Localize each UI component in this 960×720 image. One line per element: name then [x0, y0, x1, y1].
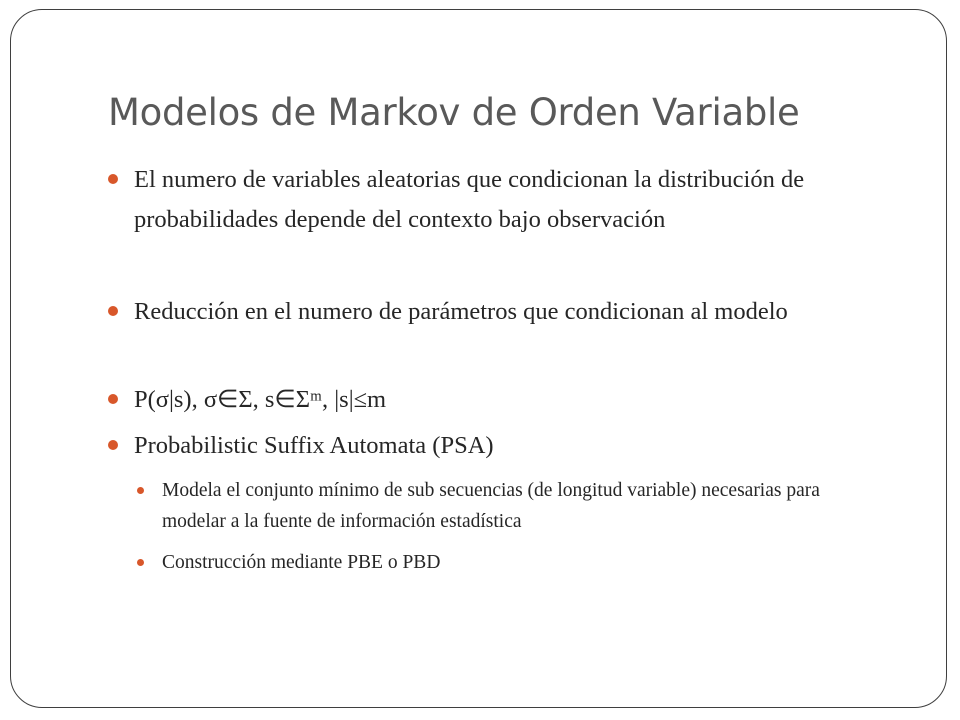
bullet-item: [134, 426, 894, 466]
bullet-dot-icon: [108, 440, 118, 450]
bullet-item: [134, 380, 634, 420]
slide-title: Modelos de Markov de Orden Variable: [108, 91, 800, 134]
bullet-item: [134, 160, 894, 240]
bullet-text: Probabilistic Suffix Automata (PSA): [134, 432, 494, 459]
sub-bullet-item: [162, 547, 862, 578]
sub-bullet-text: Modela el conjunto mínimo de sub secuencias (de longitud variable) necesarias para modelar a la fuente de información estadística: [162, 480, 820, 532]
bullet-item: [134, 292, 894, 332]
sub-bullet-dot-icon: [137, 487, 144, 494]
sub-bullet-item: [162, 475, 862, 537]
bullet-text: El numero de variables aleatorias que condicionan la distribución de probabilidades depende del contexto bajo observación: [134, 166, 805, 233]
bullet-text: P(σ|s), σ∈Σ, s∈Σᵐ, |s|≤m: [134, 386, 387, 413]
sub-bullet-dot-icon: [137, 559, 144, 566]
bullet-text: Reducción en el numero de parámetros que condicionan al modelo: [134, 298, 788, 325]
bullet-dot-icon: [108, 394, 118, 404]
sub-bullet-text: Construcción mediante PBE o PBD: [162, 552, 441, 573]
bullet-dot-icon: [108, 306, 118, 316]
bullet-dot-icon: [108, 174, 118, 184]
